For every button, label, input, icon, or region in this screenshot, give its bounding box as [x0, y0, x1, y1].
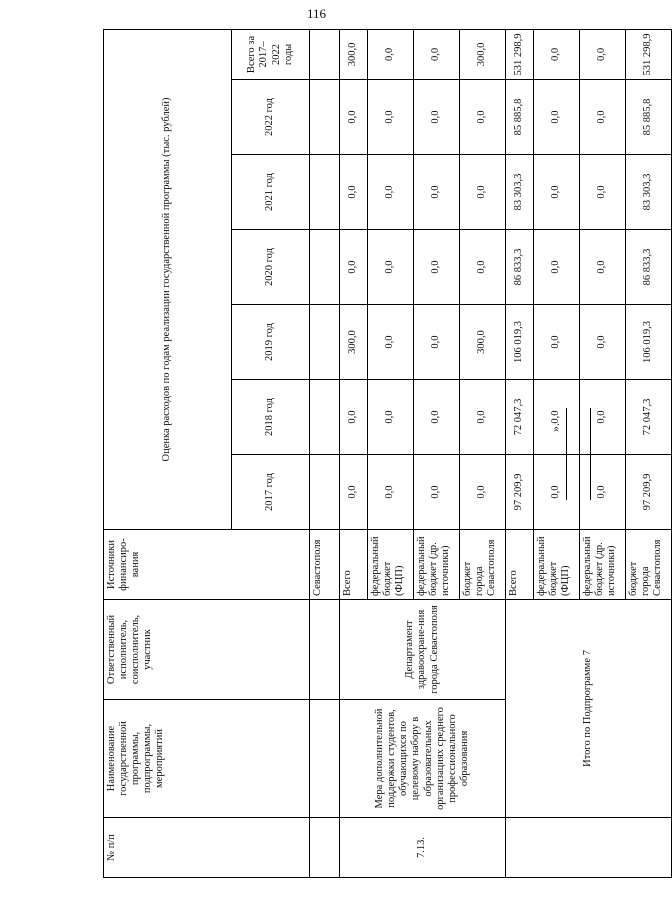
value-cell: 0,0 — [340, 380, 368, 455]
value-cell: 0,0 — [414, 29, 460, 79]
value-cell: 72 047,3 — [626, 380, 672, 455]
value-cell: 0,0 — [534, 80, 580, 155]
value-cell: 300,0 — [460, 305, 506, 380]
value-cell: 0,0 — [340, 80, 368, 155]
table-cell — [310, 700, 340, 818]
carry-row — [310, 29, 340, 877]
value-cell: 0,0 — [340, 455, 368, 530]
value-cell: 0,0 — [340, 230, 368, 305]
value-cell: 72 047,3 — [506, 380, 534, 455]
table-row — [340, 29, 368, 877]
table-cell — [310, 80, 340, 155]
value-cell: 0,0 — [534, 230, 580, 305]
value-cell: 106 019,3 — [626, 305, 672, 380]
value-cell: 97 209,9 — [626, 455, 672, 530]
value-cell: 0,0 — [534, 155, 580, 230]
table-cell — [310, 305, 340, 380]
value-cell: 0,0 — [460, 80, 506, 155]
table-cell — [310, 29, 340, 79]
value-cell: 0,0 — [580, 305, 626, 380]
header-year: 2022 год — [232, 80, 310, 155]
value-cell: 0,0 — [460, 380, 506, 455]
header-year: 2019 год — [232, 305, 310, 380]
source-cell: Всего — [340, 530, 368, 600]
value-cell: 0,0 — [534, 455, 580, 530]
table-cell — [310, 600, 340, 700]
value-cell: 0,0 — [368, 230, 414, 305]
value-cell: 0,0 — [580, 455, 626, 530]
value-cell: 83 303,3 — [626, 155, 672, 230]
table-cell — [310, 455, 340, 530]
value-cell: 106 019,3 — [506, 305, 534, 380]
value-cell: 531 298,9 — [506, 29, 534, 79]
value-cell: 0,0 — [580, 380, 626, 455]
page-number: 116 — [306, 6, 327, 21]
value-cell: 0,0 — [534, 380, 580, 455]
value-cell: 86 833,3 — [506, 230, 534, 305]
value-cell: 0,0 — [368, 455, 414, 530]
value-cell: 0,0 — [534, 29, 580, 79]
value-cell: 0,0 — [340, 155, 368, 230]
source-cell: федеральный бюджет (др. источники) — [414, 530, 460, 600]
header-row-top — [104, 29, 232, 877]
signature-line — [566, 408, 567, 500]
value-cell: 85 885,8 — [626, 80, 672, 155]
table-cell — [310, 230, 340, 305]
value-cell: 0,0 — [580, 155, 626, 230]
value-cell: 0,0 — [414, 455, 460, 530]
value-cell: 0,0 — [414, 230, 460, 305]
value-cell: 300,0 — [460, 29, 506, 79]
header-executor: Ответственный исполнитель, соисполнитель, участник — [104, 600, 310, 700]
header-year: 2017 год — [232, 455, 310, 530]
measure-number: 7.13. — [340, 818, 506, 878]
value-cell: 0,0 — [534, 305, 580, 380]
value-cell: 0,0 — [368, 305, 414, 380]
value-cell: 83 303,3 — [506, 155, 534, 230]
table-cell — [506, 818, 672, 878]
signature-line — [590, 408, 591, 500]
value-cell: 0,0 — [460, 455, 506, 530]
source-cell: бюджет города Севастополя — [460, 530, 506, 600]
value-cell: 0,0 — [414, 380, 460, 455]
rotated-table-container — [103, 30, 664, 878]
value-cell: 86 833,3 — [626, 230, 672, 305]
header-name: Наименование государственной программы, подпрограммы, мероприятий — [104, 700, 310, 818]
source-cell: бюджет города Севастополя — [626, 530, 672, 600]
closing-mark: ». — [548, 423, 562, 432]
header-estimate: Оценка расходов по годам реализации государственной программы (тыс. рублей) — [104, 29, 232, 529]
header-year: 2018 год — [232, 380, 310, 455]
header-year: 2021 год — [232, 155, 310, 230]
value-cell: 0,0 — [414, 80, 460, 155]
value-cell: 0,0 — [368, 380, 414, 455]
budget-table — [103, 29, 672, 878]
measure-executor: Департамент здравоохране-ния города Севастополя — [340, 600, 506, 700]
value-cell: 97 209,9 — [506, 455, 534, 530]
header-year: 2020 год — [232, 230, 310, 305]
table-row — [506, 29, 534, 877]
total-name: Итого по Подпрограмме 7 — [506, 600, 672, 818]
value-cell: 0,0 — [368, 155, 414, 230]
value-cell: 531 298,9 — [626, 29, 672, 79]
value-cell: 300,0 — [340, 29, 368, 79]
value-cell: 0,0 — [580, 80, 626, 155]
value-cell: 0,0 — [580, 230, 626, 305]
value-cell: 300,0 — [340, 305, 368, 380]
value-cell: 0,0 — [368, 80, 414, 155]
value-cell: 0,0 — [414, 155, 460, 230]
header-year-total: Всего за 2017–2022 годы — [232, 29, 310, 79]
source-cell: федеральный бюджет (ФЦП) — [368, 530, 414, 600]
value-cell: 0,0 — [580, 29, 626, 79]
table-cell — [310, 380, 340, 455]
value-cell: 0,0 — [368, 29, 414, 79]
value-cell: 0,0 — [460, 230, 506, 305]
source-cell: федеральный бюджет (др. источники) — [580, 530, 626, 600]
source-cell: федеральный бюджет (ФЦП) — [534, 530, 580, 600]
table-cell — [310, 155, 340, 230]
source-cell: Севастополя — [310, 530, 340, 600]
header-sources: Источники финансиро-вания — [104, 530, 310, 600]
source-cell: Всего — [506, 530, 534, 600]
value-cell: 85 885,8 — [506, 80, 534, 155]
header-num: № п/п — [104, 818, 310, 878]
table-cell — [310, 818, 340, 878]
measure-name: Мера дополнительной поддержки студентов, обучающихся по целевому набору в образовательных организациях среднего профессионального образования — [340, 700, 506, 818]
value-cell: 0,0 — [460, 155, 506, 230]
value-cell: 0,0 — [414, 305, 460, 380]
